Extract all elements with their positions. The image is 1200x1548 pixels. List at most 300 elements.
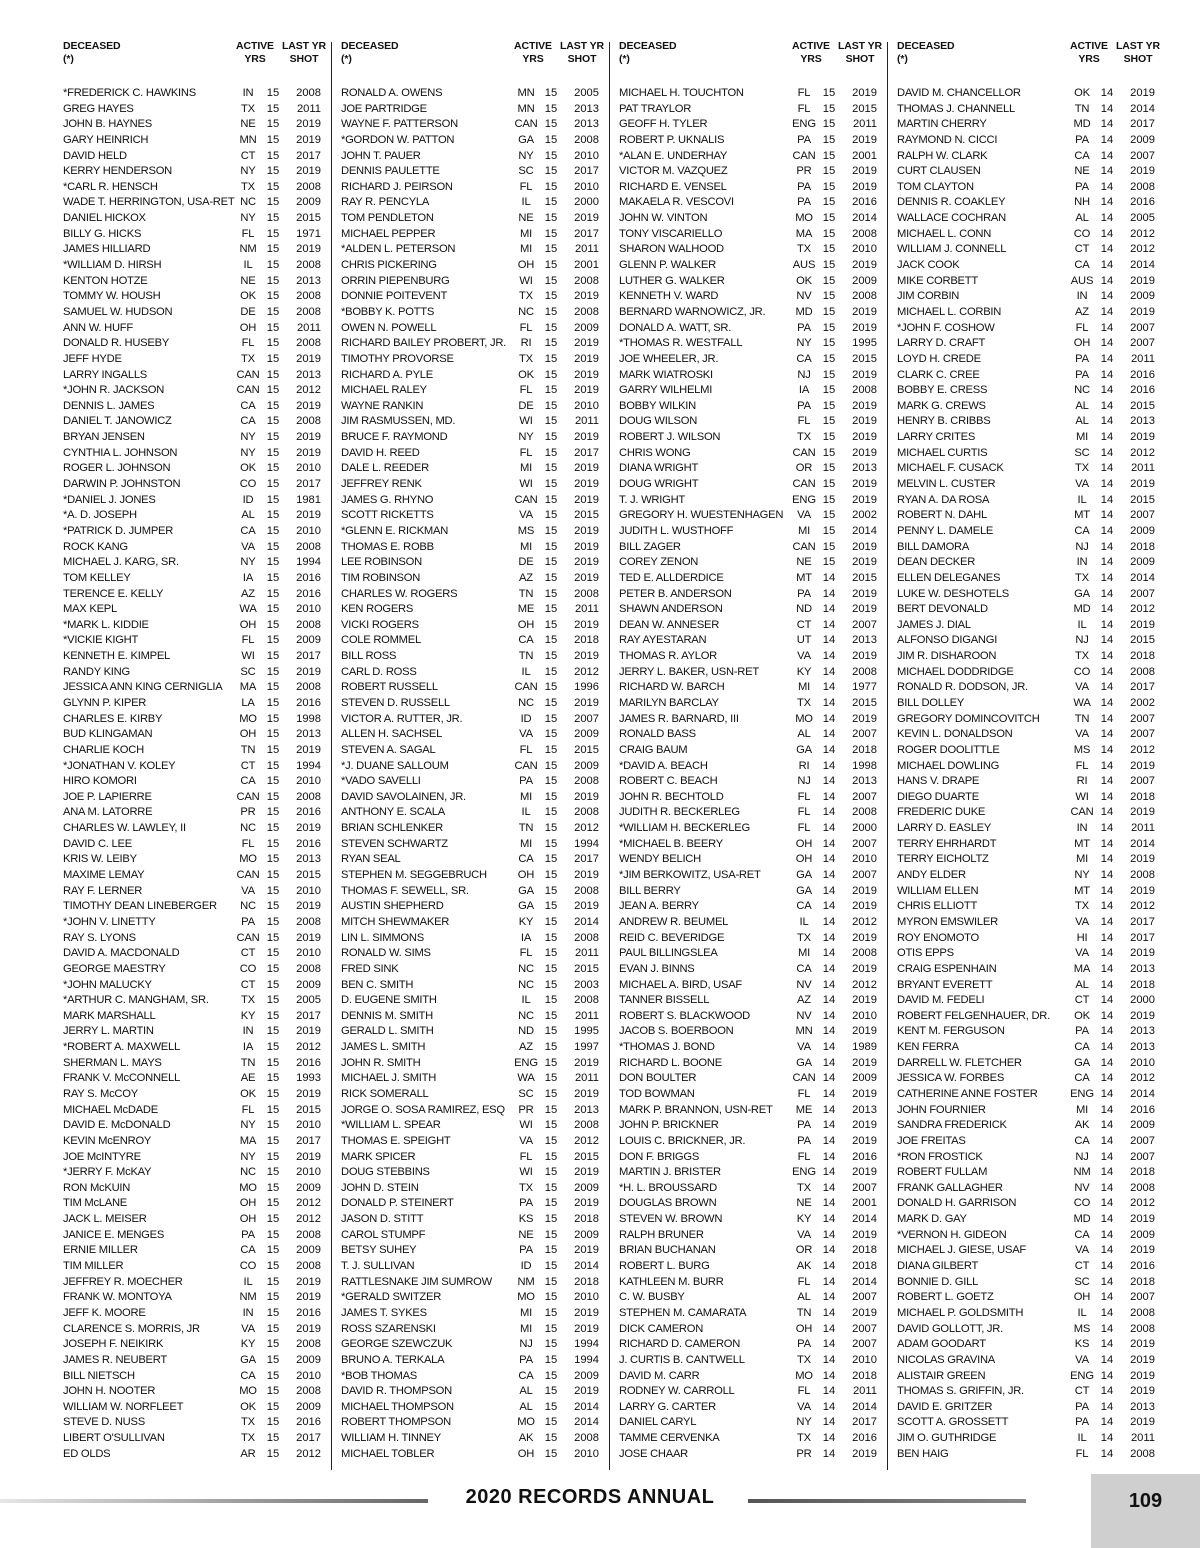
record-active-yrs: 15 <box>266 1009 280 1022</box>
record-name: BILL BERRY <box>619 884 681 897</box>
record-name: WILLIAM W. NORFLEET <box>63 1400 184 1413</box>
record-active-yrs: 15 <box>266 196 280 209</box>
record-state: TX <box>1075 571 1089 584</box>
record-name: ALISTAIR GREEN <box>897 1369 986 1382</box>
record-active-yrs: 15 <box>266 775 280 788</box>
record-last-yr-shot: 2002 <box>852 509 877 522</box>
record-row <box>619 649 887 665</box>
record-active-yrs: 15 <box>266 665 280 678</box>
record-row <box>897 1040 1165 1056</box>
record-name: TOM KELLEY <box>63 571 131 584</box>
record-name: BEN HAIG <box>897 1447 949 1460</box>
record-name: ANN W. HUFF <box>63 321 133 334</box>
record-name: LARRY D. EASLEY <box>897 822 992 835</box>
record-last-yr-shot: 1994 <box>296 556 321 569</box>
record-active-yrs: 14 <box>822 1275 836 1288</box>
record-last-yr-shot: 2009 <box>574 1369 599 1382</box>
record-last-yr-shot: 2019 <box>574 556 599 569</box>
record-name: RICHARD E. VENSEL <box>619 180 727 193</box>
record-active-yrs: 14 <box>1100 915 1114 928</box>
record-row <box>897 571 1165 587</box>
record-state: NM <box>239 243 257 256</box>
record-active-yrs: 14 <box>822 915 836 928</box>
record-state: CO <box>239 478 257 491</box>
record-last-yr-shot: 2013 <box>574 118 599 131</box>
record-row <box>619 587 887 603</box>
header-last-yr-shot: LAST YR SHOT <box>281 40 327 65</box>
record-last-yr-shot: 2019 <box>574 1306 599 1319</box>
record-name: STEPHEN M. CAMARATA <box>619 1306 747 1319</box>
record-last-yr-shot: 2007 <box>1130 1291 1155 1304</box>
record-name: BILL ROSS <box>341 650 397 663</box>
record-state: AL <box>1075 415 1089 428</box>
record-active-yrs: 15 <box>822 399 836 412</box>
header-deceased: DECEASED (*) <box>341 40 399 65</box>
record-name: JIM O. GUTHRIDGE <box>897 1432 997 1445</box>
record-name: RYAN A. DA ROSA <box>897 493 990 506</box>
record-active-yrs: 14 <box>1100 1260 1114 1273</box>
record-row <box>619 821 887 837</box>
record-state: PA <box>519 1353 533 1366</box>
record-row <box>341 1431 609 1447</box>
record-row <box>63 1400 331 1416</box>
record-state: VA <box>797 509 811 522</box>
record-name: JOE FREITAS <box>897 1134 966 1147</box>
record-row <box>897 1024 1165 1040</box>
record-row <box>341 149 609 165</box>
record-state: MO <box>795 712 813 725</box>
record-active-yrs: 15 <box>544 900 558 913</box>
record-row <box>341 978 609 994</box>
record-active-yrs: 15 <box>822 384 836 397</box>
record-row <box>619 1196 887 1212</box>
record-last-yr-shot: 2019 <box>852 1056 877 1069</box>
record-row <box>897 414 1165 430</box>
record-state: CT <box>240 947 256 960</box>
record-last-yr-shot: 2008 <box>852 227 877 240</box>
record-row <box>341 1196 609 1212</box>
record-active-yrs: 15 <box>266 243 280 256</box>
record-name: BERT DEVONALD <box>897 603 988 616</box>
record-name: DAVID HELD <box>63 149 127 162</box>
record-state: MA <box>239 681 257 694</box>
record-name: SCOTT A. GROSSETT <box>897 1416 1009 1429</box>
record-last-yr-shot: 2019 <box>574 431 599 444</box>
record-active-yrs: 14 <box>822 1291 836 1304</box>
record-name: *H. L. BROUSSARD <box>619 1181 717 1194</box>
record-state: PA <box>519 1244 533 1257</box>
record-name: MICHAEL PEPPER <box>341 227 436 240</box>
record-row <box>619 1118 887 1134</box>
record-active-yrs: 14 <box>822 603 836 616</box>
record-last-yr-shot: 2008 <box>574 884 599 897</box>
record-state: CA <box>1074 524 1090 537</box>
record-name: *JONATHAN V. KOLEY <box>63 759 176 772</box>
record-state: NJ <box>1075 540 1089 553</box>
record-state: AZ <box>519 571 533 584</box>
record-name: BEN C. SMITH <box>341 978 414 991</box>
record-row <box>63 571 331 587</box>
record-row <box>63 1009 331 1025</box>
record-name: LUTHER G. WALKER <box>619 274 725 287</box>
record-last-yr-shot: 1998 <box>296 712 321 725</box>
record-name: RODNEY W. CARROLL <box>619 1385 735 1398</box>
record-state: NV <box>796 290 812 303</box>
header-last-yr-shot: LAST YR SHOT <box>837 40 883 65</box>
record-row <box>897 727 1165 743</box>
record-last-yr-shot: 2019 <box>574 790 599 803</box>
record-name: MARK P. BRANNON, USN-RET <box>619 1103 773 1116</box>
record-state: CA <box>240 1369 256 1382</box>
record-row <box>897 1212 1165 1228</box>
record-name: BRYANT EVERETT <box>897 978 993 991</box>
record-state: GA <box>240 1353 256 1366</box>
record-row <box>897 1243 1165 1259</box>
record-row <box>897 899 1165 915</box>
record-last-yr-shot: 2010 <box>296 775 321 788</box>
record-row <box>619 352 887 368</box>
record-state: MS <box>1073 743 1091 756</box>
record-row <box>63 931 331 947</box>
record-row <box>619 790 887 806</box>
record-last-yr-shot: 2018 <box>1130 540 1155 553</box>
record-state: NM <box>517 1275 535 1288</box>
record-state: ID <box>520 1260 532 1273</box>
record-name: ALFONSO DIGANGI <box>897 634 998 647</box>
record-active-yrs: 14 <box>1100 321 1114 334</box>
record-state: NY <box>518 149 534 162</box>
record-row <box>619 414 887 430</box>
record-active-yrs: 15 <box>544 962 558 975</box>
record-active-yrs: 14 <box>1100 1228 1114 1241</box>
record-state: VA <box>1075 478 1089 491</box>
record-last-yr-shot: 2013 <box>574 102 599 115</box>
record-active-yrs: 14 <box>1100 290 1114 303</box>
record-last-yr-shot: 2011 <box>1130 462 1155 475</box>
record-last-yr-shot: 2019 <box>1130 1338 1155 1351</box>
record-name: JOE WHEELER, JR. <box>619 352 719 365</box>
record-state: FL <box>241 337 255 350</box>
record-row <box>897 633 1165 649</box>
record-name: THOMAS J. CHANNELL <box>897 102 1015 115</box>
record-row <box>341 1056 609 1072</box>
record-name: CHARLIE KOCH <box>63 743 144 756</box>
record-last-yr-shot: 2018 <box>1130 978 1155 991</box>
record-name: KERRY HENDERSON <box>63 165 172 178</box>
record-state: CA <box>1074 1134 1090 1147</box>
record-state: CT <box>1074 243 1090 256</box>
record-last-yr-shot: 2016 <box>296 837 321 850</box>
record-active-yrs: 15 <box>544 837 558 850</box>
record-state: IL <box>243 259 253 272</box>
record-state: TX <box>1075 900 1089 913</box>
record-state: IA <box>242 1041 254 1054</box>
record-state: CA <box>240 399 256 412</box>
record-state: CO <box>1073 1197 1091 1210</box>
record-active-yrs: 15 <box>544 696 558 709</box>
record-last-yr-shot: 2013 <box>1130 1025 1155 1038</box>
record-state: PR <box>240 806 256 819</box>
record-active-yrs: 15 <box>544 540 558 553</box>
record-name: *RON FROSTICK <box>897 1150 983 1163</box>
record-name: SHAWN ANDERSON <box>619 603 723 616</box>
record-row <box>897 1369 1165 1385</box>
record-name: DON F. BRIGGS <box>619 1150 700 1163</box>
record-name: HANS V. DRAPE <box>897 775 980 788</box>
record-last-yr-shot: 2019 <box>852 1166 877 1179</box>
record-row <box>63 696 331 712</box>
record-last-yr-shot: 2011 <box>296 321 321 334</box>
record-last-yr-shot: 2013 <box>1130 962 1155 975</box>
record-row <box>63 555 331 571</box>
record-state: SC <box>518 1088 534 1100</box>
record-last-yr-shot: 2019 <box>852 259 877 272</box>
record-last-yr-shot: 2018 <box>1130 1166 1155 1179</box>
record-active-yrs: 15 <box>266 1181 280 1194</box>
record-name: TERENCE E. KELLY <box>63 587 164 600</box>
record-last-yr-shot: 2008 <box>1130 869 1155 882</box>
record-state: NE <box>796 556 812 569</box>
record-last-yr-shot: 2019 <box>574 212 599 225</box>
record-name: ROY ENOMOTO <box>897 931 979 944</box>
record-active-yrs: 14 <box>1100 1150 1114 1163</box>
record-active-yrs: 15 <box>544 524 558 537</box>
record-name: JOE McINTYRE <box>63 1150 141 1163</box>
record-last-yr-shot: 2007 <box>852 728 877 741</box>
record-active-yrs: 15 <box>266 1166 280 1179</box>
record-row <box>341 1353 609 1369</box>
record-active-yrs: 14 <box>1100 1072 1114 1085</box>
record-row <box>619 1415 887 1431</box>
record-name: BOBBY E. CRESS <box>897 384 988 397</box>
record-row <box>897 133 1165 149</box>
record-row <box>341 884 609 900</box>
record-last-yr-shot: 2008 <box>296 681 321 694</box>
record-active-yrs: 14 <box>1100 305 1114 318</box>
record-row <box>897 1384 1165 1400</box>
record-state: TX <box>1075 462 1089 475</box>
record-row <box>619 696 887 712</box>
record-state: VA <box>797 1228 811 1241</box>
record-name: DAVID A. MACDONALD <box>63 947 180 960</box>
record-state: VA <box>797 650 811 663</box>
record-last-yr-shot: 2008 <box>1130 1322 1155 1335</box>
record-last-yr-shot: 1981 <box>296 493 321 506</box>
record-last-yr-shot: 2019 <box>852 1119 877 1132</box>
record-active-yrs: 14 <box>822 1056 836 1069</box>
record-name: MARK MARSHALL <box>63 1009 156 1022</box>
record-name: DON BOULTER <box>619 1072 697 1085</box>
record-last-yr-shot: 2016 <box>852 1432 877 1445</box>
record-last-yr-shot: 2019 <box>1130 165 1155 178</box>
record-row <box>897 587 1165 603</box>
record-name: JIM R. DISHAROON <box>897 650 997 663</box>
record-state: ID <box>520 712 532 725</box>
record-row <box>341 587 609 603</box>
record-state: ENG <box>792 493 816 506</box>
record-active-yrs: 15 <box>544 994 558 1007</box>
record-active-yrs: 14 <box>1100 243 1114 256</box>
record-state: NJ <box>797 775 811 788</box>
record-row <box>63 1181 331 1197</box>
record-active-yrs: 15 <box>544 1369 558 1382</box>
record-row <box>63 946 331 962</box>
record-active-yrs: 15 <box>266 1103 280 1116</box>
record-state: MI <box>1075 1103 1089 1116</box>
record-last-yr-shot: 2013 <box>296 853 321 866</box>
record-last-yr-shot: 2012 <box>296 1447 321 1460</box>
record-last-yr-shot: 2008 <box>852 290 877 303</box>
record-state: MO <box>239 1181 257 1194</box>
record-row <box>341 508 609 524</box>
record-row <box>619 1040 887 1056</box>
record-state: IL <box>1077 1306 1087 1319</box>
record-row <box>619 1322 887 1338</box>
record-last-yr-shot: 2008 <box>296 87 321 99</box>
record-state: CAN <box>236 790 260 803</box>
record-active-yrs: 14 <box>1100 1134 1114 1147</box>
record-row <box>619 618 887 634</box>
record-row <box>619 1071 887 1087</box>
record-active-yrs: 14 <box>1100 478 1114 491</box>
record-active-yrs: 15 <box>822 431 836 444</box>
record-state: FL <box>797 1150 811 1163</box>
record-row <box>619 227 887 243</box>
record-state: SC <box>1074 1275 1090 1288</box>
record-row <box>63 884 331 900</box>
record-row <box>619 164 887 180</box>
record-row <box>619 1275 887 1291</box>
record-name: TOD BOWMAN <box>619 1088 695 1100</box>
record-name: *BOBBY K. POTTS <box>341 305 435 318</box>
record-active-yrs: 14 <box>1100 1041 1114 1054</box>
record-active-yrs: 14 <box>1100 1197 1114 1210</box>
record-state: MT <box>1074 837 1090 850</box>
record-state: ME <box>795 1103 813 1116</box>
record-last-yr-shot: 2019 <box>1130 1385 1155 1398</box>
record-active-yrs: 15 <box>266 1447 280 1460</box>
record-name: CHARLES E. KIRBY <box>63 712 163 725</box>
record-active-yrs: 14 <box>1100 384 1114 397</box>
record-active-yrs: 14 <box>822 1400 836 1413</box>
record-row <box>341 696 609 712</box>
record-last-yr-shot: 2019 <box>852 180 877 193</box>
record-name: JOHN W. VINTON <box>619 212 708 225</box>
record-name: ALLEN H. SACHSEL <box>341 728 443 741</box>
record-last-yr-shot: 2010 <box>852 1009 877 1022</box>
record-active-yrs: 15 <box>544 399 558 412</box>
record-last-yr-shot: 2019 <box>574 540 599 553</box>
record-row <box>897 805 1165 821</box>
record-last-yr-shot: 2014 <box>1130 1088 1155 1100</box>
record-active-yrs: 14 <box>1100 337 1114 350</box>
record-name: MICHAEL DODDRIDGE <box>897 665 1014 678</box>
record-last-yr-shot: 2019 <box>296 243 321 256</box>
record-state: KY <box>796 1213 812 1226</box>
record-row <box>619 102 887 118</box>
record-active-yrs: 15 <box>822 133 836 146</box>
record-row <box>897 790 1165 806</box>
record-row <box>341 383 609 399</box>
record-row <box>63 759 331 775</box>
record-state: IL <box>1077 493 1087 506</box>
record-state: FL <box>797 87 811 99</box>
record-row <box>619 368 887 384</box>
record-last-yr-shot: 2019 <box>852 884 877 897</box>
record-name: T. J. WRIGHT <box>619 493 685 506</box>
record-row <box>63 493 331 509</box>
record-state: MT <box>796 571 812 584</box>
record-last-yr-shot: 2016 <box>296 1306 321 1319</box>
record-row <box>341 680 609 696</box>
record-row <box>63 868 331 884</box>
record-name: *THOMAS J. BOND <box>619 1041 715 1054</box>
record-active-yrs: 14 <box>1100 681 1114 694</box>
record-last-yr-shot: 2014 <box>1130 102 1155 115</box>
record-state: NM <box>1073 1166 1091 1179</box>
record-row <box>897 1306 1165 1322</box>
record-last-yr-shot: 1996 <box>574 681 599 694</box>
record-last-yr-shot: 2007 <box>1130 728 1155 741</box>
record-active-yrs: 15 <box>266 1260 280 1273</box>
record-state: CAN <box>792 446 816 459</box>
record-row <box>63 211 331 227</box>
record-state: OR <box>795 1244 813 1257</box>
record-row <box>619 555 887 571</box>
record-state: IN <box>242 1025 254 1038</box>
record-state: VA <box>797 1400 811 1413</box>
record-row <box>619 1353 887 1369</box>
record-state: MI <box>797 681 811 694</box>
record-name: MICHAEL A. BIRD, USAF <box>619 978 743 991</box>
record-name: BILL NIETSCH <box>63 1369 135 1382</box>
record-row <box>619 446 887 462</box>
record-state: NY <box>1074 869 1090 882</box>
record-row <box>341 993 609 1009</box>
record-last-yr-shot: 2007 <box>1130 775 1155 788</box>
record-last-yr-shot: 2013 <box>1130 1041 1155 1054</box>
record-row <box>619 1228 887 1244</box>
record-active-yrs: 15 <box>822 415 836 428</box>
record-active-yrs: 14 <box>1100 853 1114 866</box>
record-name: ROBERT L. GOETZ <box>897 1291 994 1304</box>
record-active-yrs: 14 <box>1100 446 1114 459</box>
record-row <box>897 1431 1165 1447</box>
record-row <box>341 633 609 649</box>
record-row <box>341 1243 609 1259</box>
record-state: MO <box>517 1291 535 1304</box>
record-active-yrs: 14 <box>1100 587 1114 600</box>
record-name: KRIS W. LEIBY <box>63 853 137 866</box>
record-state: MO <box>239 853 257 866</box>
record-last-yr-shot: 2019 <box>574 1322 599 1335</box>
record-last-yr-shot: 2018 <box>574 1275 599 1288</box>
record-row <box>341 1369 609 1385</box>
record-state: OH <box>239 618 257 631</box>
record-row <box>897 868 1165 884</box>
record-name: DONNIE POITEVENT <box>341 290 448 303</box>
record-row <box>63 149 331 165</box>
record-last-yr-shot: 1995 <box>574 1025 599 1038</box>
record-last-yr-shot: 2019 <box>1130 431 1155 444</box>
record-active-yrs: 15 <box>544 1056 558 1069</box>
record-active-yrs: 15 <box>544 1447 558 1460</box>
record-row <box>619 899 887 915</box>
record-active-yrs: 14 <box>822 712 836 725</box>
record-row <box>63 1431 331 1447</box>
record-row <box>619 978 887 994</box>
record-name: *CARL R. HENSCH <box>63 180 158 193</box>
